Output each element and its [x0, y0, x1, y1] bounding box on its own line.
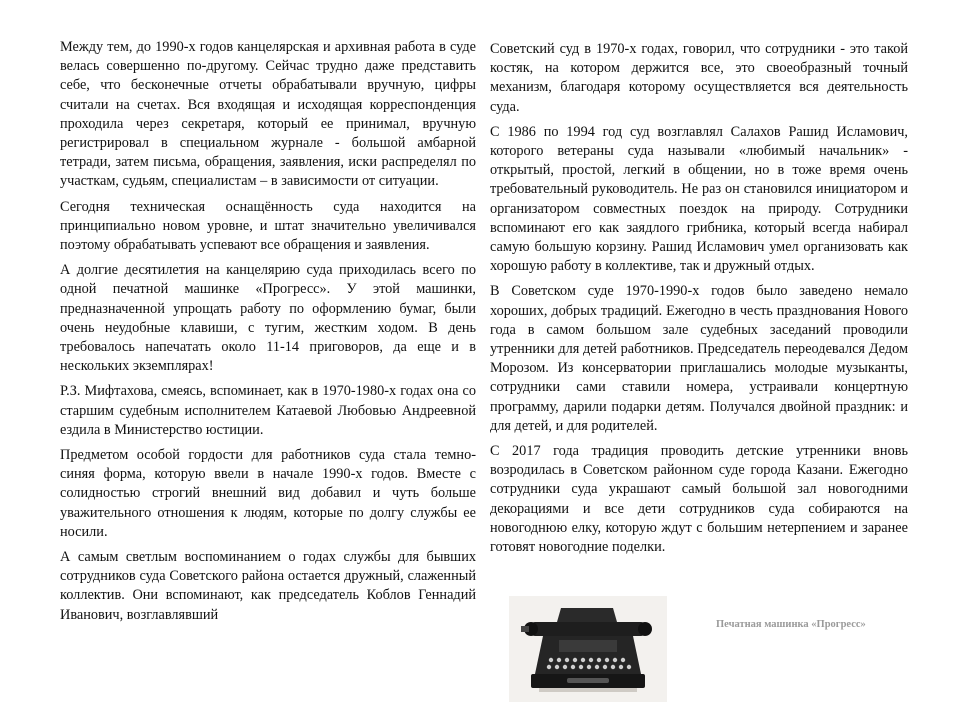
- paragraph: Сегодня техническая оснащённость суда находится на принципиально новом уровне, и штат значительно увеличивался поэтому обрабатывать успевают все обращения и заявления.: [60, 198, 476, 254]
- paragraph: Между тем, до 1990-х годов канцелярская и архивная работа в суде велась совершенно по-другому. Сейчас трудно даже представить себе, что бесконечные отчеты обрабатывали вручную, цифры считали на счетах. Вся входящая и исходящая корреспонденция проходила через секретаря, который ее принимал, вручную регистрировал в специальном журнале - большой амбарной тетради, затем письма, обращения, заявления, иски распределял по участкам, судьям, специалистам – в зависимости от ситуации.: [60, 39, 476, 190]
- typewriter-photo: [509, 596, 667, 702]
- typewriter-icon: [509, 596, 667, 702]
- paragraph: В Советском суде 1970-1990-х годов было заведено немало хороших, добрых традиций. Ежегодно в честь празднования Нового года в самом большом зале судебных заседаний проводили утренники для детей работников. Председатель переодевался Дедом Морозом. Из консерватории приглашались молодые музыканты, сотрудники сами ставили номера, устраивали концертную программу, дарили подарки детям. Получался двойной праздник: и для детей, и для родителей.: [490, 283, 908, 434]
- paragraph: С 2017 года традиция проводить детские утренники вновь возродилась в Советском районном суде города Казани. Ежегодно сотрудники суда украшают самый большой зал новогодними декорациями и все дети сотрудников суда собираются на новогоднюю елку, которую ждут с большим нетерпением и заранее готовят новогодние поделки.: [490, 443, 908, 556]
- paragraph: Р.З. Мифтахова, смеясь, вспоминает, как в 1970-1980-х годах она со старшим судебным исполнителем Катаевой Любовью Андреевной ездила в Министерство юстиции.: [60, 383, 476, 438]
- paragraph: С 1986 по 1994 год суд возглавлял Салахов Рашид Исламович, которого ветераны суда называли «любимый начальник» - открытый, простой, легкий в общении, но в тоже время очень требовательный руководитель. Не раз он становился инициатором и организатором совместных поездок на природу. Сотрудники вспоминают его как заядлого грибника, который всегда набирал самую большую корзину. Рашид Исламович умел организовать как хорошую работу в коллективе, так и дружный отдых.: [490, 123, 908, 275]
- paragraph: А долгие десятилетия на канцелярию суда приходилась всего по одной печатной машинке «Прогресс». У этой машинки, предназначенной упрощать работу по оформлению бумаг, были очень неудобные клавиши, с тугим, жестким ходом. В день требовалось напечатать около 11-14 приговоров, да еще и в нескольких экземплярах!: [60, 262, 476, 375]
- paragraph: А самым светлым воспоминанием о годах службы для бывших сотрудников суда Советского района остается дружный, слаженный коллектив. Они вспоминают, как председатель Коблов Геннадий Иванович, возглавлявший: [60, 549, 476, 623]
- paragraph: Предметом особой гордости для работников суда стала темно-синяя форма, которую ввели в начале 1990-х годов. Вместе с солидностью строгий внешний вид добавил и чуть больше уважительного отношения к людям, которые по долгу службы ее носили.: [60, 447, 476, 540]
- paragraph: Советский суд в 1970-х годах, говорил, что сотрудники - это такой костяк, на котором держится все, это своеобразный точный механизм, благодаря которому осуществляется вся деятельность суда.: [490, 41, 908, 115]
- right-column: [490, 40, 908, 563]
- photo-caption: Печатная машинка «Прогресс»: [716, 619, 866, 630]
- left-column: [60, 38, 476, 631]
